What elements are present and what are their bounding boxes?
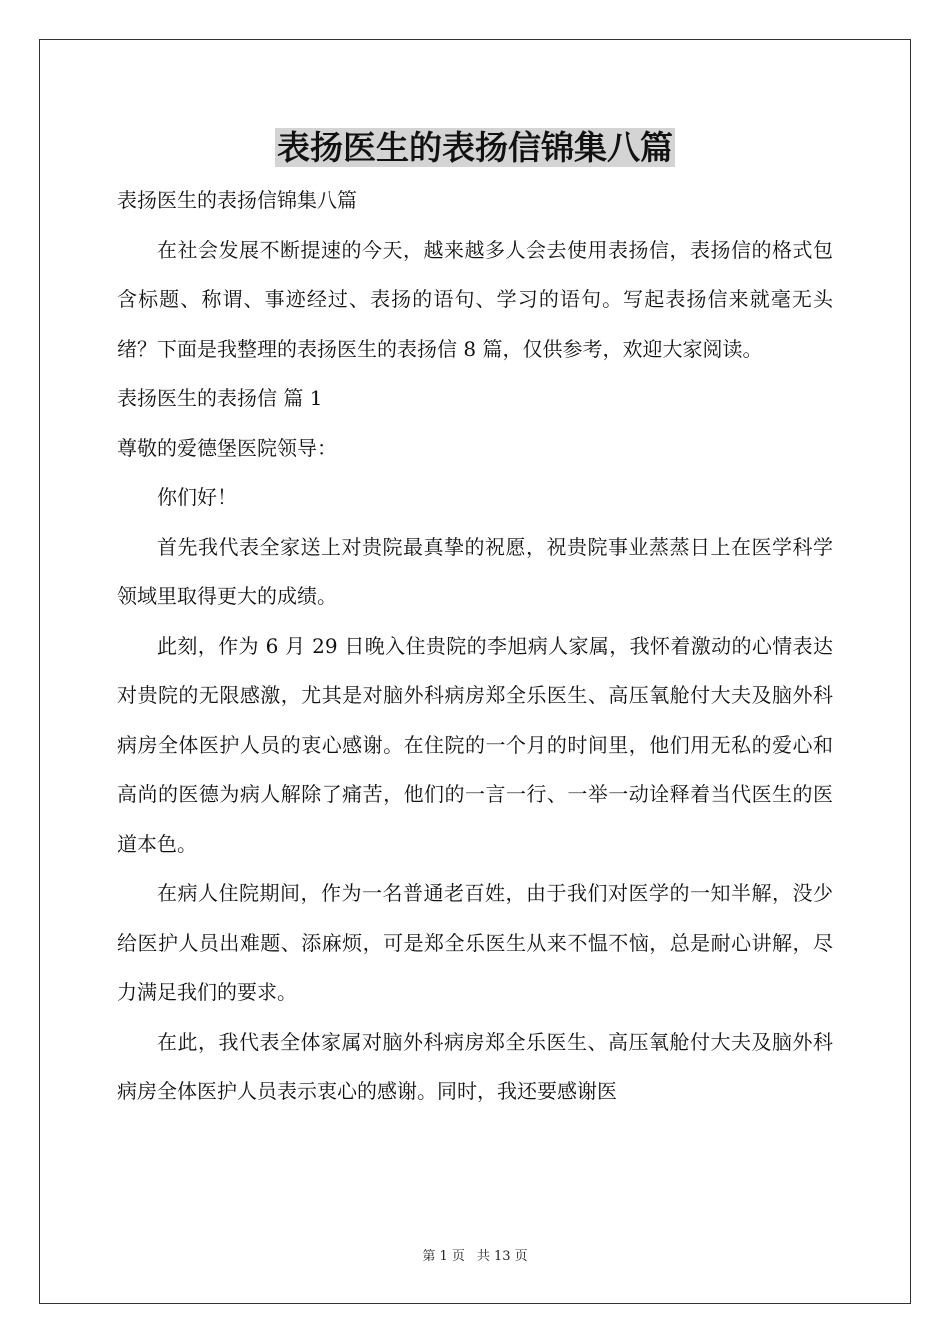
paragraph: 在病人住院期间，作为一名普通老百姓，由于我们对医学的一知半解，没少给医护人员出难题、添麻烦，可是郑全乐医生从来不愠不恼，总是耐心讲解，尽力满足我们的要求。 — [117, 881, 833, 1004]
document-body — [117, 176, 833, 1117]
page-total: 共 13 页 — [476, 1249, 528, 1264]
paragraph: 在此，我代表全体家属对脑外科病房郑全乐医生、高压氧舱付大夫及脑外科病房全体医护人员表示衷心的感谢。同时，我还要感谢医 — [117, 1029, 833, 1103]
document-title — [0, 126, 950, 170]
paragraph: 你们好！ — [157, 485, 237, 509]
page-footer — [0, 1248, 950, 1266]
paragraph: 表扬医生的表扬信锦集八篇 — [117, 188, 357, 212]
paragraph: 表扬医生的表扬信 篇 1 — [117, 386, 323, 410]
page-number: 第 1 页 — [422, 1249, 465, 1264]
paragraph: 首先我代表全家送上对贵院最真挚的祝愿，祝贵院事业蒸蒸日上在医学科学领域里取得更大的成绩。 — [117, 534, 833, 608]
paragraph: 尊敬的爱德堡医院领导： — [117, 435, 337, 460]
paragraph: 此刻，作为 6 月 29 日晚入住贵院的李旭病人家属，我怀着激动的心情表达对贵院的无限感激，尤其是对脑外科病房郑全乐医生、高压氧舱付大夫及脑外科病房全体医护人员的衷心感谢。在住院的一个月的时间里，他们用无私的爱心和高尚的医德为病人解除了痛苦，他们的一言一行、一举一动诠释着当代医生的医道本色。 — [117, 633, 833, 856]
document-title-text: 表扬医生的表扬信锦集八篇 — [277, 128, 673, 167]
paragraph: 在社会发展不断提速的今天，越来越多人会去使用表扬信，表扬信的格式包含标题、称谓、事迹经过、表扬的语句、学习的语句。写起表扬信来就毫无头绪？下面是我整理的表扬医生的表扬信 8 篇，仅供参考，欢迎大家阅读。 — [117, 237, 833, 361]
